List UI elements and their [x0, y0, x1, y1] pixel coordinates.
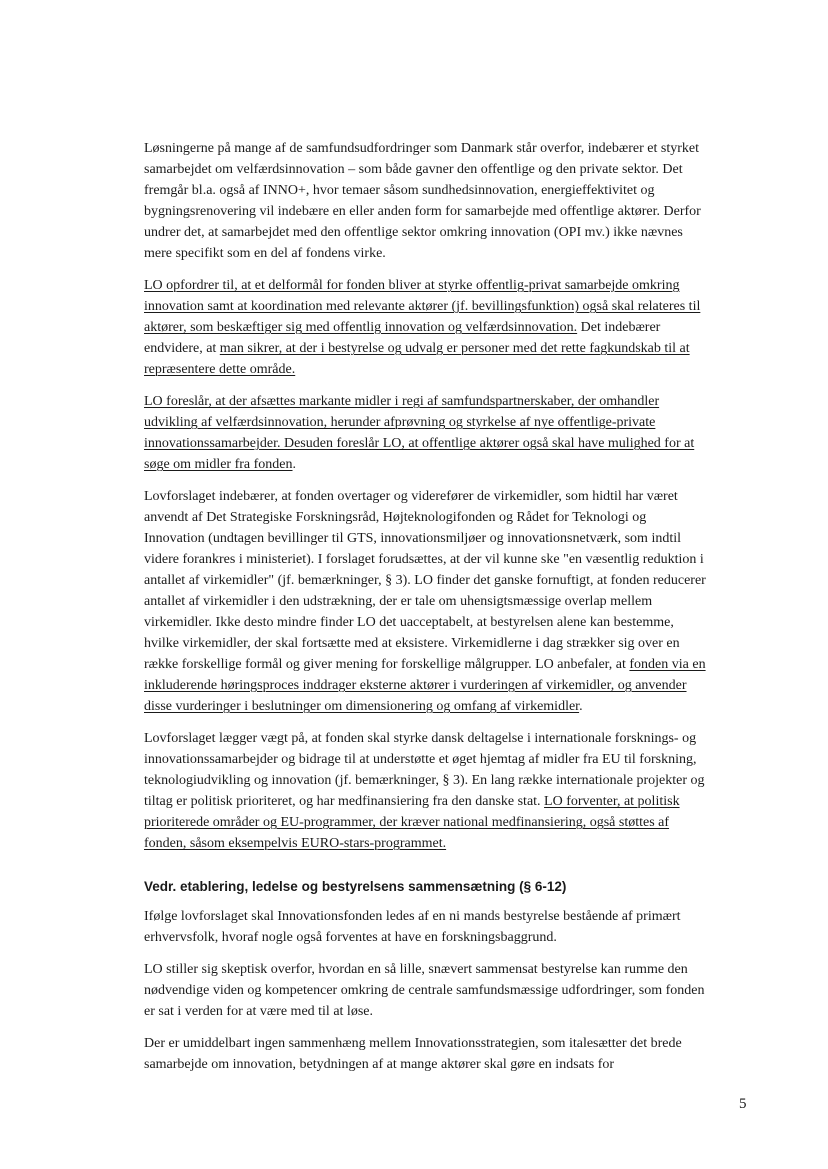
paragraph-4	[144, 486, 710, 717]
paragraph-4-underlined: fonden via en inkluderende høringsproces inddrager eksterne aktører i vurderingen af virkemidler, og anvender disse vurderinger i beslutninger om dimensionering og omfang af virkemidler	[144, 657, 706, 714]
paragraph-1-text: Løsningerne på mange af de samfundsudfordringer som Danmark står overfor, indebærer et styrket samarbejdet om velfærdsinnovation – som både gavner den offentlige og den private sektor. Det fremgår bl.a. også af INNO+, hvor temaer såsom sundhedsinnovation, energieffektivitet og bygningsrenovering vil indebære en eller anden form for samarbejde med offentlige aktører. Derfor undrer det, at samarbejdet med den offentlige sektor omkring innovation (OPI mv.) ikke nævnes mere specifikt som en del af fondens virke.	[144, 141, 701, 261]
paragraph-2-text: Det indebærer endvidere, at	[144, 320, 661, 356]
paragraph-2-underlined-1: LO opfordrer til, at et delformål for fonden bliver at styrke offentlig-privat samarbejde omkring innovation samt at koordination med relevante aktører (jf. bevillingsfunktion) også skal relateres til aktører, som beskæftiger sig med offentlig innovation og velfærdsinnovation.	[144, 278, 701, 335]
page-number: 5	[739, 1096, 747, 1112]
paragraph-2-underlined-2: man sikrer, at der i bestyrelse og udvalg er personer med det rette fagkundskab til at repræsentere dette område.	[144, 341, 690, 377]
paragraph-3	[144, 391, 710, 475]
section-paragraph-2: LO stiller sig skeptisk overfor, hvordan en så lille, snævert sammensat bestyrelse kan rumme den nødvendige viden og kompetencer omkring de centrale samfundsmæssige udfordringer, som fonden er sat i verden for at være med til at løse.	[144, 962, 705, 1019]
paragraph-5	[144, 728, 710, 854]
paragraph-5-underlined: LO forventer, at politisk prioriterede områder og EU-programmer, der kræver national medfinansiering, også støttes af fonden, såsom eksempelvis EURO-stars-programmet.	[144, 794, 680, 851]
page-body	[144, 138, 710, 1086]
paragraph-1	[144, 138, 710, 264]
section-paragraph-1: Ifølge lovforslaget skal Innovationsfonden ledes af en ni mands bestyrelse bestående af primært erhvervsfolk, hvoraf nogle også forventes at have en forskningsbaggrund.	[144, 909, 681, 945]
section-heading: Vedr. etablering, ledelse og bestyrelsens sammensætning (§ 6-12)	[144, 879, 567, 894]
paragraph-5-text: Lovforslaget lægger vægt på, at fonden skal styrke dansk deltagelse i internationale forsknings- og innovationssamarbejder og bidrage til at understøtte et øget hjemtag af midler fra EU til forskning, teknologiudvikling og innovation (jf. bemærkninger, § 3). En lang række internationale projekter og tiltag er politisk prioriteret, og har medfinansiering fra den danske stat.	[144, 731, 705, 809]
paragraph-3-underlined: LO foreslår, at der afsættes markante midler i regi af samfundspartnerskaber, der omhandler udvikling af velfærdsinnovation, herunder afprøvning og styrkelse af nye offentlige-private innovationssamarbejder. Desuden foreslår LO, at offentlige aktører også skal have mulighed for at søge om midler fra fonden	[144, 394, 695, 472]
paragraph-4-period: .	[579, 699, 583, 714]
paragraph-2	[144, 275, 710, 380]
paragraph-4-text: Lovforslaget indebærer, at fonden overtager og viderefører de virkemidler, som hidtil har været anvendt af Det Strategiske Forskningsråd, Højteknologifonden og Rådet for Teknologi og Innovation (undtagen bevillinger til GTS, innovationsmiljøer og innovationsnetværk, som indtil videre forankres i ministeriet). I forslaget forudsættes, at der vil kunne ske "en væsentlig reduktion i antallet af virkemidler" (jf. bemærkninger, § 3). LO finder det ganske fornuftigt, at fonden reducerer antallet af virkemidler i den udstrækning, der er tale om uhensigtsmæssige overlap mellem virkemidler. Ikke desto mindre finder LO det uacceptabelt, at bestyrelsen alene kan bestemme, hvilke virkemidler, der skal fortsætte med at eksistere. Virkemidlerne i dag strækker sig over en række forskellige formål og giver mening for forskellige målgrupper. LO anbefaler, at	[144, 489, 706, 672]
section-paragraph-3: Der er umiddelbart ingen sammenhæng mellem Innovationsstrategien, som italesætter det brede samarbejde om innovation, betydningen af at mange aktører skal gøre en indsats for	[144, 1036, 682, 1072]
paragraph-3-period: .	[292, 457, 297, 472]
